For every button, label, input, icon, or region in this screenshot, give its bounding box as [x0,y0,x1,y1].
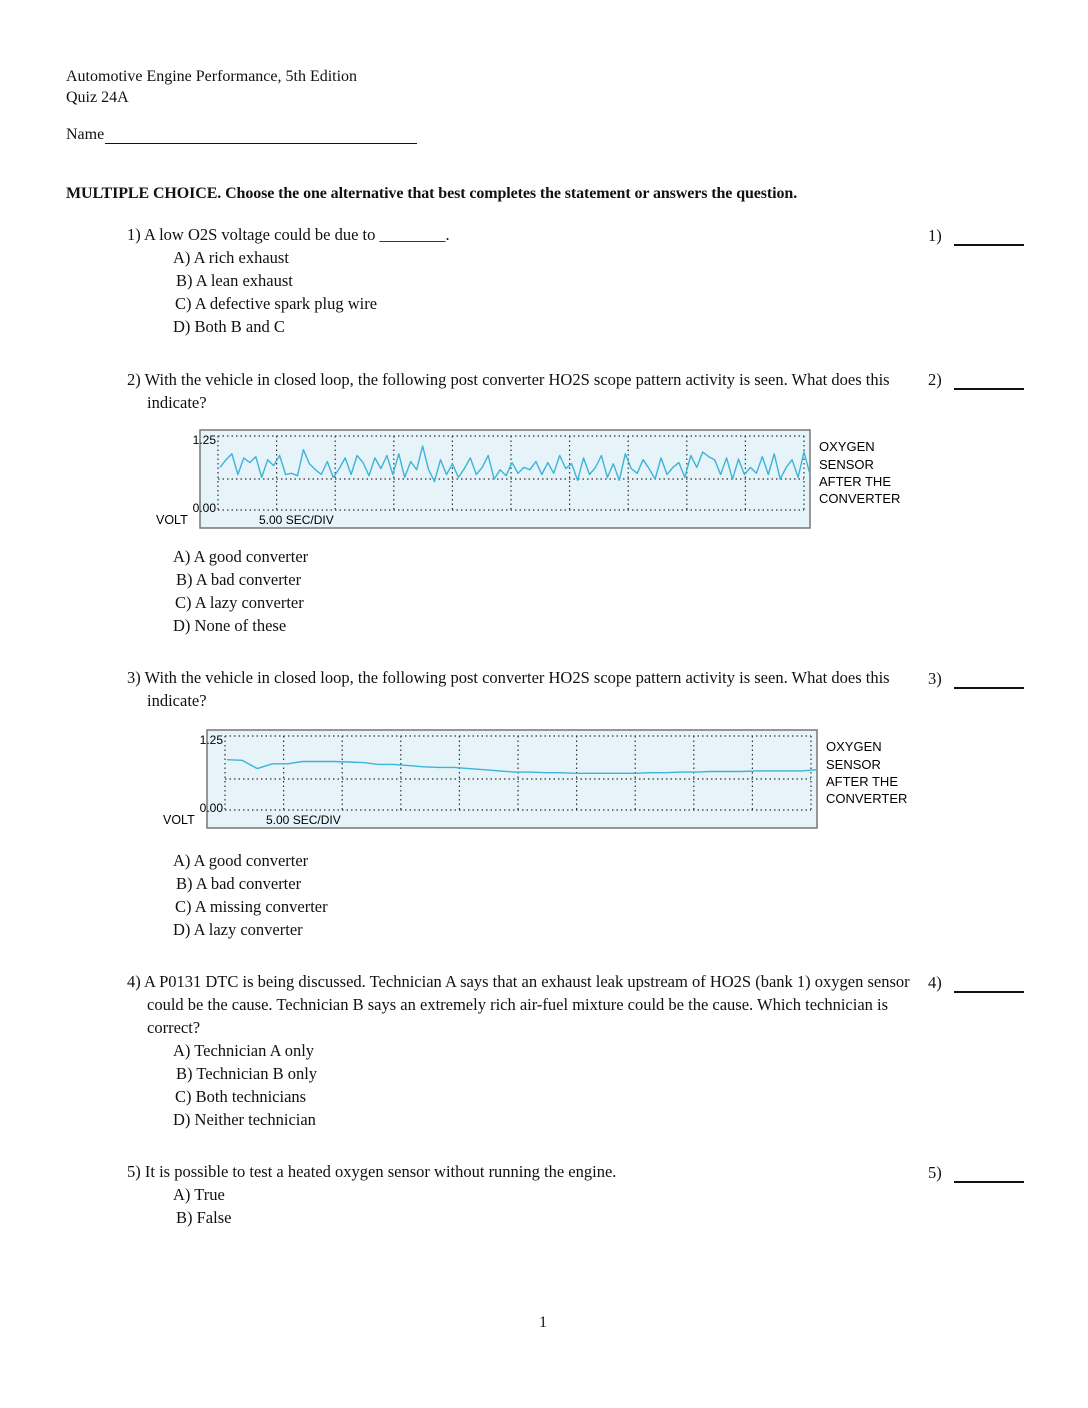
question-2-options [127,545,917,637]
unit-label: VOLT [163,813,195,827]
answer-blank-5 [928,1163,1024,1183]
y-max-label: 1.25 [192,433,216,447]
answer-number: 2) [928,370,942,389]
option-b: B) Technician B only [176,1064,318,1083]
caption-line-3: AFTER THE [819,474,891,489]
option-d: D) Both B and C [173,317,285,336]
answer-blank-1 [928,226,1024,246]
scope-svg [150,426,920,536]
name-field [66,126,417,144]
option-a: A) True [173,1185,225,1204]
answer-line[interactable] [954,977,1024,993]
y-min-label: 0.00 [192,501,216,515]
y-max-label: 1.25 [199,733,223,747]
option-b: B) A bad converter [176,874,302,893]
option-c: C) A lazy converter [175,593,304,612]
page-number: 1 [539,1314,547,1331]
question-4 [127,970,912,1131]
unit-label: VOLT [156,513,188,527]
answer-line[interactable] [954,230,1024,246]
answer-blank-3 [928,669,1024,689]
answer-line[interactable] [954,374,1024,390]
question-3 [127,666,917,712]
answer-line[interactable] [954,673,1024,689]
option-d: D) A lazy converter [173,920,303,939]
answer-number: 3) [928,669,942,688]
oxygen-sensor-scope-figure-2 [150,426,920,536]
oxygen-sensor-scope-figure-3 [157,726,927,836]
option-d: D) Neither technician [173,1110,316,1129]
answer-blank-4 [928,973,1024,993]
scope-svg [157,726,927,836]
option-a: A) A good converter [173,547,309,566]
option-b: B) A lean exhaust [176,271,293,290]
course-title: Automotive Engine Performance, 5th Edition [66,68,358,85]
name-label: Name [66,126,105,143]
question-stem: 1) A low O2S voltage could be due to ________. [127,225,450,244]
y-min-label: 0.00 [199,801,223,815]
name-blank-line[interactable] [105,127,417,144]
option-d: D) None of these [173,616,287,635]
answer-number: 5) [928,1163,942,1182]
caption-line-2: SENSOR [819,457,874,472]
caption-line-1: OXYGEN [826,739,882,754]
option-b: B) A bad converter [176,570,302,589]
caption-line-3: AFTER THE [826,774,898,789]
question-5 [127,1160,917,1229]
instructions: MULTIPLE CHOICE. Choose the one alternative that best completes the statement or answers the question. [66,185,798,202]
time-label: 5.00 SEC/DIV [259,513,334,527]
question-2 [127,368,917,414]
caption-line-4: CONVERTER [826,791,908,806]
option-c: C) Both technicians [175,1087,307,1106]
option-b: B) False [176,1208,232,1227]
answer-blank-2 [928,370,1024,390]
question-stem: 4) A P0131 DTC is being discussed. Technician A says that an exhaust leak upstream of HO2S (bank 1) oxygen sensor could be the cause. Technician B says an extremely rich air-fuel mixture could be the cause. Which technician is correct? [127,972,910,1037]
question-1 [127,223,917,338]
caption-line-4: CONVERTER [819,491,901,506]
option-c: C) A missing converter [175,897,328,916]
option-a: A) A rich exhaust [173,248,289,267]
question-stem: 3) With the vehicle in closed loop, the following post converter HO2S scope pattern activity is seen. What does this indicate? [127,668,890,710]
option-a: A) A good converter [173,851,309,870]
option-a: A) Technician A only [173,1041,315,1060]
answer-line[interactable] [954,1167,1024,1183]
question-3-options [127,849,917,941]
caption-line-1: OXYGEN [819,439,875,454]
question-stem: 5) It is possible to test a heated oxygen sensor without running the engine. [127,1162,617,1181]
quiz-title: Quiz 24A [66,89,129,106]
time-label: 5.00 SEC/DIV [266,813,341,827]
answer-number: 1) [928,226,942,245]
question-stem: 2) With the vehicle in closed loop, the following post converter HO2S scope pattern activity is seen. What does this indicate? [127,370,890,412]
answer-number: 4) [928,973,942,992]
option-c: C) A defective spark plug wire [175,294,378,313]
caption-line-2: SENSOR [826,757,881,772]
